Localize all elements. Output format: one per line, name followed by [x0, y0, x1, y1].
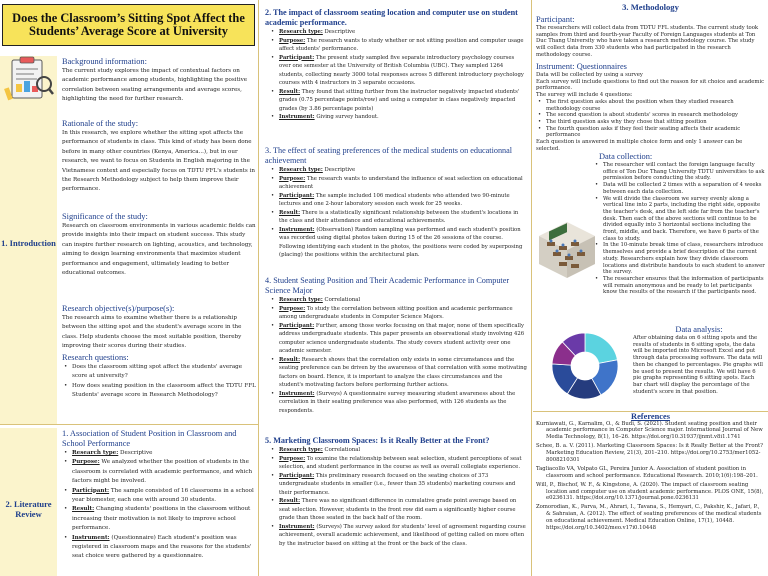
lit2-heading: 2. The impact of classroom seating location and computer use on student academic performance. [265, 8, 518, 27]
instrument-list [536, 99, 765, 139]
list-item: • We will divide the classroom we survey evenly along a vertical line into 2 parts, including the right side, opposite the teacher's desk, and the left side far from the teacher's desk. Then each of the above sections will continue to be divided equally into 3 horizontal sections including the front, middle, and back. Therefore, we have 6 parts of the class to study. [593, 196, 765, 243]
middle-column [261, 0, 531, 576]
lit1-list [62, 449, 256, 562]
introduction-content [62, 57, 256, 105]
significance-heading: Significance of the study: [62, 212, 148, 221]
instrument-intro: Data will be collected by using a survey Each survey will include questions to find out the reason for sit choice and academic performance. The survey will include 4 questions: [536, 72, 765, 99]
significance-block [62, 212, 256, 278]
list-item: • The first question asks about the position when they studied research methodology course [536, 99, 765, 112]
lit3-heading: 3. The effect of seating preferences of the medical students on educationnal achievement [265, 146, 513, 165]
list-item: • Purpose: The research wants to study whether or not sitting position and computer usage affect students' performance. [265, 37, 527, 54]
list-item: • Instrument: (Observation) Random sampling was performed and each student's position was recorded using digital photos taken during 15 of the 26 sessions of the course. Following identifying each student in the photos, the positions were coded by superposing (placing) the positions within the architectural plan. [265, 226, 527, 260]
list-item: • The researcher ensures that the information of participants will remain anonymous and be ready to let participants know the results of the research if the participants need. [593, 276, 765, 296]
data-collection-list [593, 162, 765, 296]
background-text: The current study explores the impact of contextual factors on academic performance among students, highlighting the positive correlation between seating arrangements and average scores, highlighting the need for further research. [62, 68, 248, 103]
lit4-heading: 4. Student Seating Position and Their Academic Performance in Computer Science Major [265, 276, 510, 295]
list-item: • Participant: Further, among those works focusing on that major, none of them specifically address undergraduate students. This paper presents an observational study involving 426 computer science undergraduate students. The study covers student activity over one academic semester. [265, 322, 527, 356]
list-item: • The third question asks why they chose that sitting position [536, 119, 765, 126]
poster-title-box [2, 4, 255, 46]
list-item: • Participant: This preliminary research focused on the seating choices of 373 undergraduate students in smaller (i.e., fewer than 35 students) marketing courses and their performance. [265, 472, 527, 498]
lit3-list [265, 166, 527, 260]
clipboard-icon [4, 54, 54, 102]
references-block [536, 414, 765, 534]
left-column [0, 0, 258, 576]
data-collection-block [593, 152, 765, 296]
data-analysis-heading: Data analysis: [675, 325, 723, 334]
instrument-block [536, 62, 765, 152]
list-item: • The fourth question asks if they feel their seating affects their academic performance [536, 126, 765, 139]
column-divider [531, 0, 532, 576]
list-item: • Research type: Descriptive [265, 28, 527, 37]
reference-item: Will, P., Bischof, W. F., & Kingstone, A. (2020). The impact of classroom seating location and computer use on student academic performance. PLOS ONE, 15(8), e0236131. https://doi.org/10.1371/journal.pone.0236131 [536, 481, 764, 502]
list-item: • Participant: The sample consisted of 16 classrooms in a school year biomester, each one with around 30 students. [62, 487, 256, 506]
lit1-heading: 1. Association of Student Position in Classroom and School Performance [62, 429, 237, 448]
list-item: • Result: There was no significant difference in cumulative grade point average based on seat selection. However, students in the front row did earn a significantly higher course grade than those seated in the back half of the room. [265, 497, 527, 523]
pie-slice [585, 333, 617, 363]
list-item: • Research type: Descriptive [265, 166, 527, 175]
reference-item: Kurniawati, G., Karnalim, O., & Budi, S. (2021). Student seating position and their academic performance in Computer Science major. International Journal of New Media Technology, 8(1), 16–26. https://doi.org/10.31937/ijnmt.v8i1.1741 [536, 420, 763, 441]
literature-item-5 [265, 436, 527, 548]
list-item: • Purpose: To examine the relationship between seat selection, student perceptions of seat selection, and student performance in the course as well as overall collegiate experience. [265, 455, 527, 472]
significance-text: Research on classroom environments in various academic fields can provide insights into their impact on student success. This study can inspire further research on lighting, acoustics, and technology, aiming to design learning environments that maximize student performance and engagement, ultimately leading to better educational outcomes. [62, 223, 256, 277]
rationale-heading: Rationale of the study: [62, 119, 139, 128]
data-analysis-text: After obtaining data on 6 sitting spots and the results of students in 6 sitting spots, the data will be imported into Microsoft Excel and put through data processing software. The data will then be changed to percentages. Pie graphs will be used to present the results. We will have 6 pie graphs representing 6 sitting spots. Each bar chart will display the percentage of the student's score in that position. [633, 335, 763, 395]
list-item: • In the 10-minute break time of class, researchers introduce themselves and provide a brief description of the current study. Researchers explain how they divide classroom locations and distribute handouts to each student to answer the survey. [593, 242, 765, 276]
participant-block [536, 15, 765, 59]
list-item: • Participant: The present study sampled five separate introductory psychology courses over one semester at the University of British Columbia (UBC). They sampled 1264 students, collecting nearly 3000 total responses across 5 different introductory psychology courses with 4 instructors in 3 separate occasions. [265, 54, 527, 88]
reference-item: Tagliacollo VA, Volpato GL, Pereira Junior A. Association of student position in classroom and school performance. Educational Research. 2010;1(6):198–201. [536, 465, 758, 479]
list-item: • Does the classroom sitting spot affect the students' average score at university? [62, 363, 256, 382]
list-item: • Result: There is a statistically significant relationship between the student's locations in the class and their attendance and educational achievements. [265, 209, 527, 226]
data-analysis-block [633, 325, 765, 395]
literature-item-4 [265, 276, 527, 415]
literature-item-3 [265, 146, 527, 260]
reference-item: Schee, B. a. V. (2011). Marketing Classroom Spaces: Is it Really Better at the Front? Marketing Education Review, 21(3), 201–210. https://doi.org/10.2753/mer1052-8008210301 [536, 443, 763, 463]
lit4-list [265, 296, 527, 415]
right-column [533, 0, 768, 576]
data-collection-heading: Data collection: [599, 152, 653, 161]
list-item: • Instrument: (Surveys) The survey asked for students' level of agreement regarding course achievement, overall academic achievement, and likelihood of getting called on more often by the instructor based on sitting at the front or the back of the class. [265, 523, 527, 549]
literature-item-1 [62, 429, 256, 562]
questions-block [62, 353, 256, 401]
methodology-title: 3. Methodology [622, 2, 679, 12]
list-item: • How does seating position in the classroom affect the TDTU FFL Students' average score in Research Methodology? [62, 382, 256, 401]
section-divider [0, 424, 258, 425]
list-item: • The second question is about students' scores in research methodology [536, 112, 765, 119]
poster-title: Does the Classroom’s Sitting Spot Affect the Students’ Average Score at University [12, 11, 245, 38]
list-item: • Purpose: To study the correlation between sitting position and academic performance among undergraduate students in Computer Science Majors. [265, 305, 527, 322]
participant-heading: Participant: [536, 15, 575, 24]
pie-chart-illustration [541, 326, 629, 406]
list-item: • Result: Changing students' positions in the classroom without increasing their motivation is not likely to improve school performance. [62, 505, 256, 533]
list-item: • Research type: Correlational [265, 296, 527, 305]
instrument-heading: Instrument: Questionnaires [536, 62, 627, 71]
classroom-illustration [535, 218, 599, 280]
list-item: • Participant: The sample included 106 medical students who attended two 90-minute lectures and one 2-hour laboratory session each week for 25 weeks. [265, 192, 527, 209]
objectives-text: The research aims to examine whether there is a relationship between the sitting spot and the student's average score in the class. Help students choose the most suitable position, thereby improving their scores during their studies. [62, 315, 242, 350]
references-heading: References [631, 412, 670, 421]
questions-heading: Research questions: [62, 353, 129, 362]
objectives-block [62, 304, 256, 352]
list-item: • Purpose: The research wants to understand the influence of seat selection on educational achievement [265, 175, 527, 192]
list-item: • Research type: Correlational [265, 446, 527, 455]
list-item: • Instrument: Giving survey handout. [265, 113, 527, 122]
list-item: • Instrument: (Surveys) A questionnaire survey measuring student awareness about the correlation in their seating preference was also performed, with 126 students as the respondents. [265, 390, 527, 416]
literature-item-2 [265, 8, 527, 122]
lit5-list [265, 446, 527, 548]
questions-list [62, 363, 256, 401]
list-item: • The researcher will contact the foreign language faculty office of Ton Duc Thang University TDTU universities to ask permission before conducting the study. [593, 162, 765, 182]
introduction-label: 1. Introduction [1, 238, 56, 248]
rationale-text: In this research, we explore whether the sitting spot affects the performance of students in class. This kind of study has been done before in many other countries (Kenya, America...), but in our research, we want to focus on Students in English majoring in the Vietnamese context and especially focus on TDTU FFL's students in the Research Methodology subject to help them improve their performance. [62, 130, 255, 193]
list-item: • Research type: Descriptive [62, 449, 256, 458]
rationale-block [62, 119, 256, 195]
background-heading: Background information: [62, 57, 147, 66]
list-item: • Result: Research shows that the correlation only exists in some circumstances and the seating preference can be driven by the awareness of that correlation with some motivating factors on board. Hence, it is important to analyze the class circumstances and the student's motivating factors before performing further actions. [265, 356, 527, 390]
objectives-heading: Research objective(s)/purpose(s): [62, 304, 175, 313]
lit5-heading: 5. Marketing Classroom Spaces: Is it Really Better at the Front? [265, 436, 490, 445]
column-divider [258, 0, 259, 576]
list-item: • Data will be collected 2 times with a separation of 4 weeks between each data collection. [593, 182, 765, 195]
instrument-outro: Each question is answered in multiple choice form and only 1 answer can be selected. [536, 139, 743, 152]
list-item: • Purpose: We analyzed whether the position of students in the classroom is correlated with academic performance, and which factors might be involved. [62, 458, 256, 486]
list-item: • Instrument: (Questionnaire) Each student's position was registered in classroom maps and the reasons for the students' seat choice were gathered by a questionnaire. [62, 534, 256, 562]
literature-review-label: 2. Literature Review [5, 499, 52, 519]
list-item: • Result: They found that sitting further from the instructor negatively impacted students' grades (0.75 percentage points/row) and using a computer in class negatively impacted grades (by 3.86 percentage points) [265, 88, 527, 114]
participant-text: The researchers will collect data from TDTU FFL students. The current study took samples from third and fourth-year Faculty of Foreign Languages students at Ton Duc Thang University who have taken a research methodology course. The study will collect data from 330 students who had participated in the research methodology course. [536, 25, 759, 58]
reference-item: Zomorodian, K., Parva, M., Ahrari, I., Tavana, S., Hemyari, C., Pakshir, K., Jafari, P., & Sahraian, A. (2012). The effect of seating preferences of the medical students on educational achievement. Medical Education Online, 17(1), 10448. https://doi.org/10.3402/meo.v17i0.10448 [536, 504, 762, 531]
lit2-list [265, 28, 527, 122]
